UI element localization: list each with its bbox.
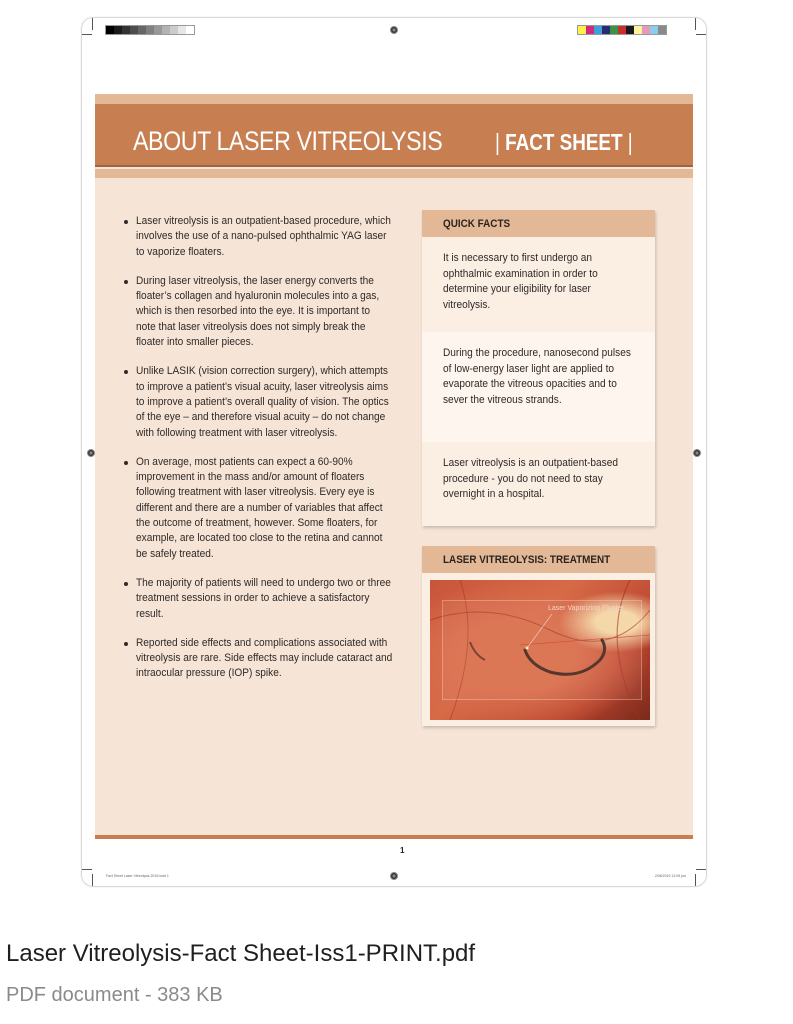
bullet-list	[122, 214, 394, 696]
quick-fact-item: During the procedure, nanosecond pulses of low-energy laser light are applied to evaporate the vitreous opacities and to sever the vitreous strands.	[422, 332, 655, 442]
color-swatch	[186, 26, 194, 34]
grayscale-color-bar	[105, 25, 195, 35]
image-overlay-frame	[442, 600, 642, 700]
registration-mark-icon	[390, 872, 398, 880]
treatment-box	[422, 546, 655, 726]
color-swatch	[162, 26, 170, 34]
crop-mark	[82, 869, 92, 870]
image-caption: Laser Vaporizing Floater	[548, 605, 624, 612]
fact-sheet-page	[95, 94, 693, 839]
quick-facts-box	[422, 210, 655, 526]
color-swatch	[130, 26, 138, 34]
list-item: Laser vitreolysis is an outpatient-based procedure, which involves the use of a nano-pulsed ophthalmic YAG laser to vaporize floaters.	[122, 214, 394, 260]
list-item: Reported side effects and complications associated with vitreolysis are rare. Side effects may include cataract and intraocular pressure (IOP) spike.	[122, 636, 394, 682]
color-swatch	[626, 26, 634, 34]
file-meta: PDF document - 383 KB	[6, 984, 223, 1006]
color-swatch	[594, 26, 602, 34]
page-number: 1	[400, 846, 405, 855]
color-swatch	[658, 26, 666, 34]
color-swatch	[586, 26, 594, 34]
color-swatch	[106, 26, 114, 34]
color-swatch	[178, 26, 186, 34]
file-name: Laser Vitreolysis-Fact Sheet-Iss1-PRINT.pdf	[6, 940, 476, 967]
color-swatch	[170, 26, 178, 34]
color-swatch	[578, 26, 586, 34]
list-item: The majority of patients will need to undergo two or three treatment sessions in order to achieve a satisfactory result.	[122, 576, 394, 622]
header-band-bottom	[95, 169, 693, 178]
quick-fact-item: It is necessary to first undergo an ophthalmic examination in order to determine your eligibility for laser vitreolysis.	[443, 252, 598, 311]
crop-mark	[82, 34, 92, 35]
color-swatch	[154, 26, 162, 34]
page-title: ABOUT LASER VITREOLYSIS	[133, 126, 443, 156]
header-band-top	[95, 94, 693, 104]
crop-mark	[92, 18, 93, 30]
list-item: On average, most patients can expect a 60-90% improvement in the mass and/or amount of floaters following treatment with laser vitreolysis. Every eye is different and there are a number of variables that affect the outcome of treatment, however. Some floaters, for example, are located too close to the retina and cannot be safely treated.	[122, 455, 394, 562]
registration-mark-icon	[693, 449, 701, 457]
crop-mark	[696, 34, 706, 35]
registration-mark-icon	[87, 449, 95, 457]
color-swatch	[602, 26, 610, 34]
process-color-bar	[577, 25, 667, 35]
color-swatch	[122, 26, 130, 34]
crop-mark	[696, 869, 706, 870]
color-swatch	[146, 26, 154, 34]
crop-mark	[695, 18, 696, 30]
color-swatch	[618, 26, 626, 34]
pdf-thumbnail[interactable]	[81, 17, 707, 887]
quick-fact-item: Laser vitreolysis is an outpatient-based procedure - you do not need to stay overnight in a hospital.	[443, 457, 618, 500]
fact-sheet-tag: | FACT SHEET |	[495, 129, 633, 155]
color-swatch	[634, 26, 642, 34]
header-band	[95, 104, 693, 167]
slug-right: 2/06/2015 12:05 pm	[654, 874, 686, 878]
treatment-heading: LASER VITREOLYSIS: TREATMENT	[422, 546, 655, 573]
color-swatch	[138, 26, 146, 34]
crop-mark	[695, 874, 696, 886]
color-swatch	[610, 26, 618, 34]
retina-image	[430, 580, 650, 720]
list-item: During laser vitreolysis, the laser energy converts the floater’s collagen and hyaluronin molecules into a gas, which is then resorbed into the eye. It is important to note that laser vitreolysis does not simply break the floater into smaller pieces.	[122, 274, 394, 350]
crop-mark	[92, 874, 93, 886]
registration-mark-icon	[390, 26, 398, 34]
color-swatch	[642, 26, 650, 34]
footer-rule	[95, 835, 693, 839]
list-item: Unlike LASIK (vision correction surgery), which attempts to improve a patient’s visual acuity, laser vitreolysis aims to improve a patient’s overall quality of vision. The optics of the eye – and therefore visual acuity – do not change with following treatment with laser vitreolysis.	[122, 364, 394, 440]
quick-facts-heading: QUICK FACTS	[422, 210, 655, 237]
color-swatch	[650, 26, 658, 34]
color-swatch	[114, 26, 122, 34]
slug-left: Fact Sheet Laser Vitreolysis 2015.indd 1	[106, 874, 169, 878]
